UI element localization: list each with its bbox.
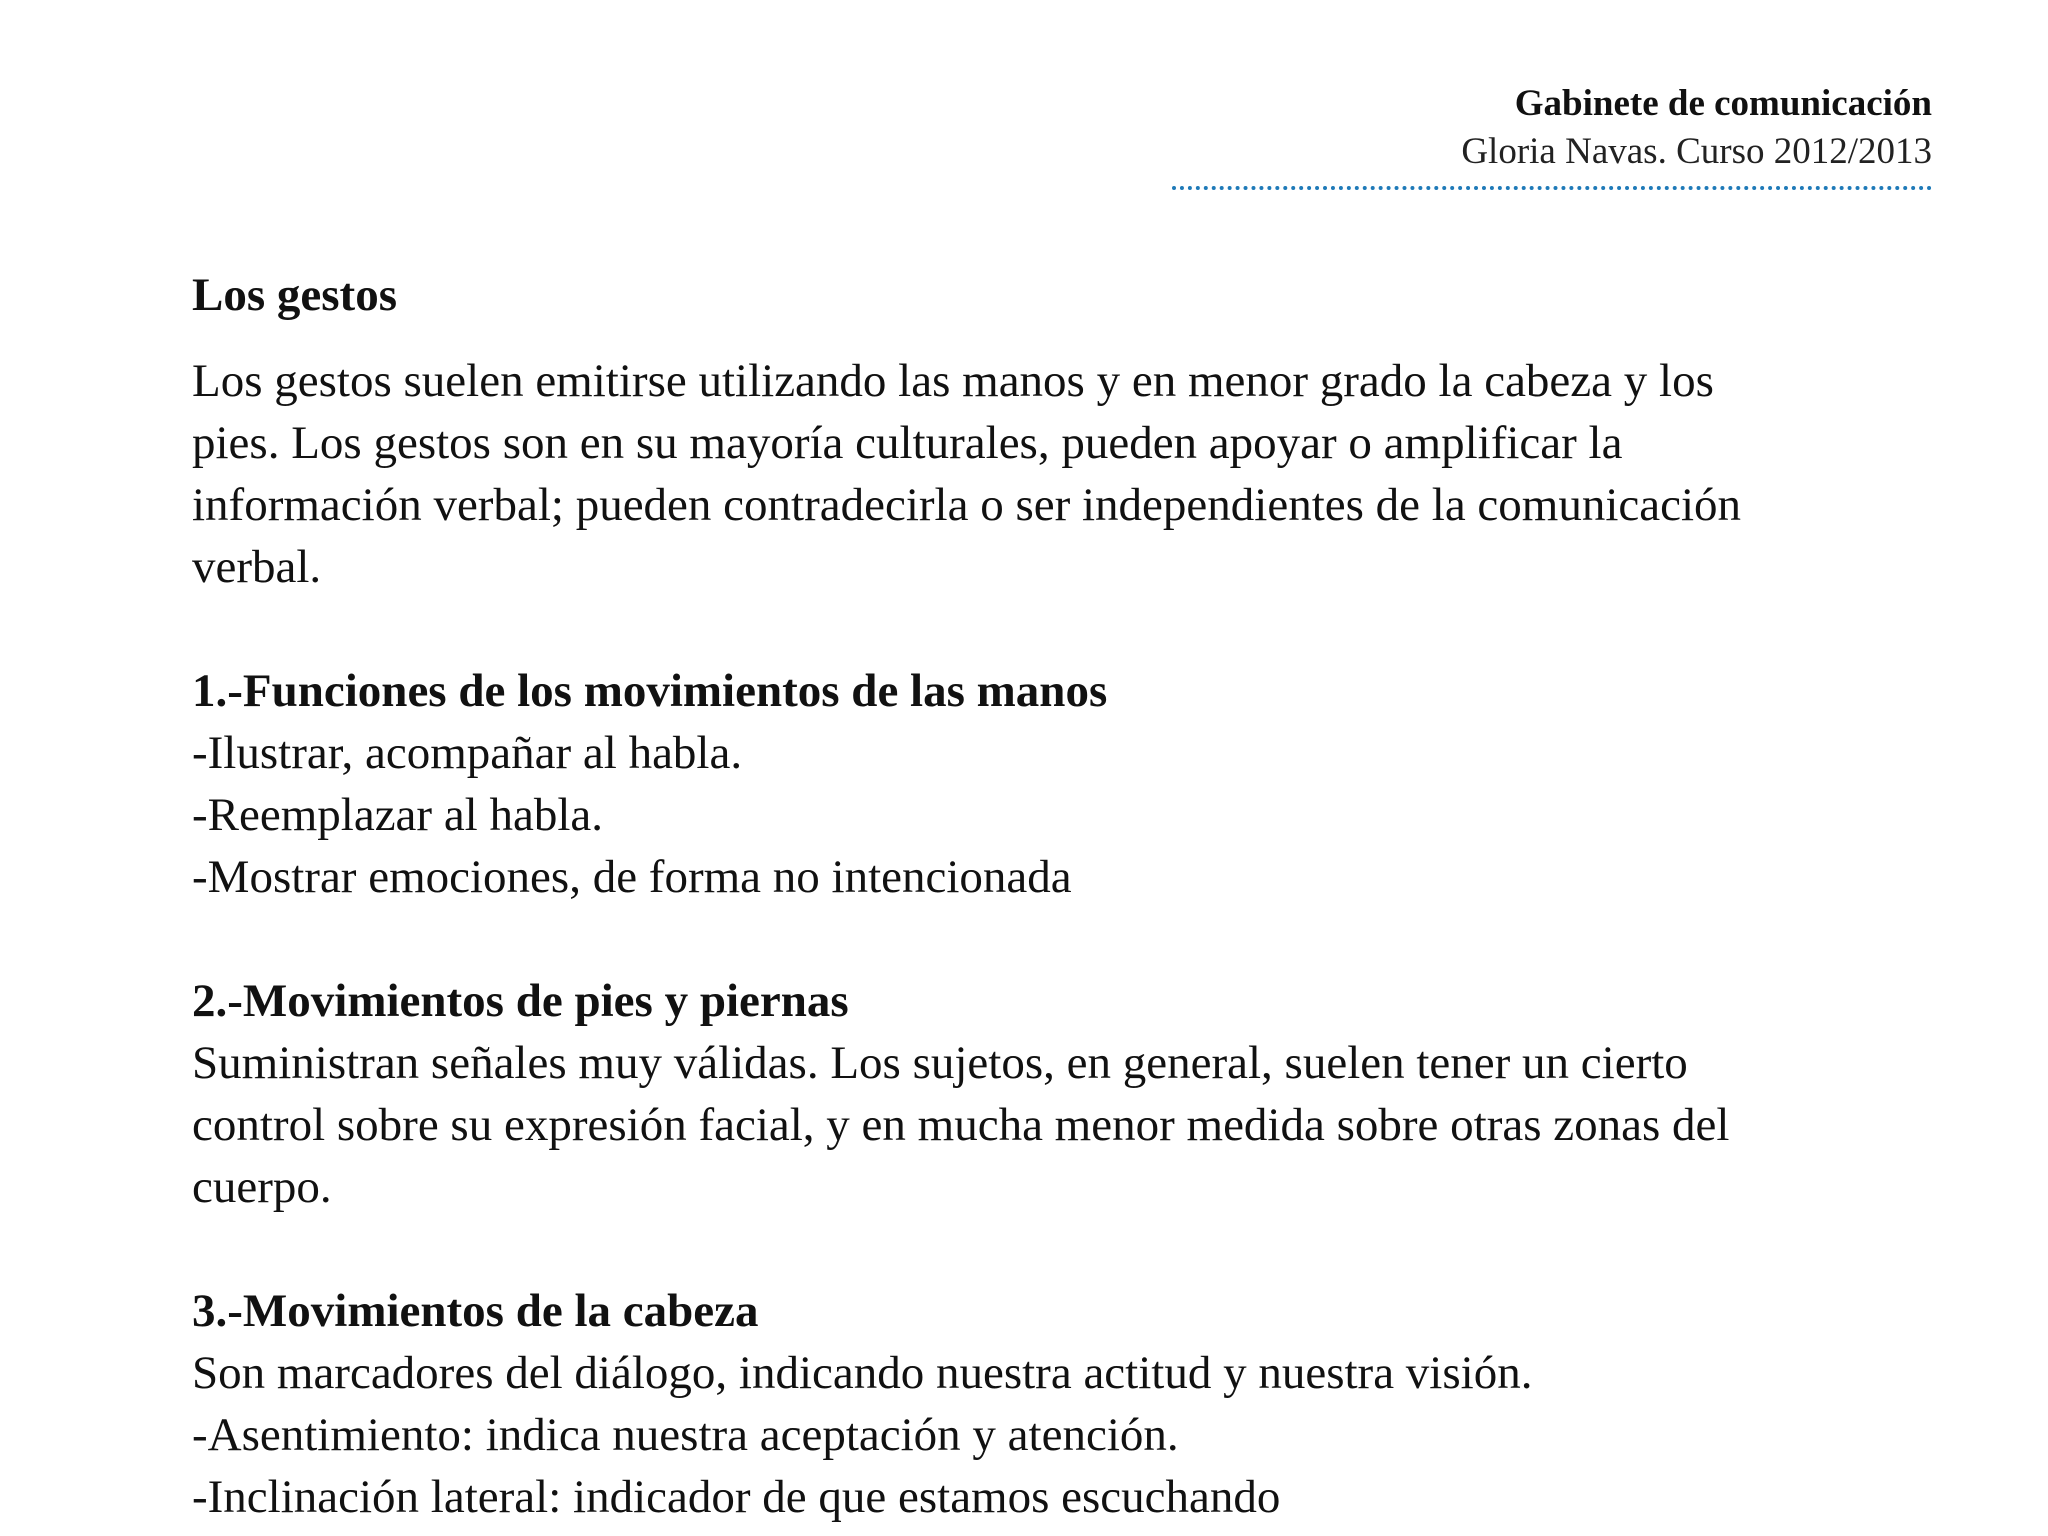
header-subtitle: Gloria Navas. Curso 2012/2013 — [1461, 131, 1932, 172]
section-line: Son marcadores del diálogo, indicando nuestra actitud y nuestra visión. — [192, 1347, 1533, 1399]
document-body — [192, 264, 1912, 1528]
intro-line: pies. Los gestos son en su mayoría culturales, pueden apoyar o amplificar la — [192, 417, 1623, 469]
section-line: -Reemplazar al habla. — [192, 789, 604, 841]
section-line: -Asentimiento: indica nuestra aceptación y atención. — [192, 1409, 1179, 1461]
document-title: Los gestos — [192, 269, 397, 321]
intro-line: información verbal; pueden contradecirla o ser independientes de la comunicación — [192, 479, 1742, 531]
section-hands — [192, 660, 1912, 908]
section-head — [192, 1280, 1912, 1528]
spacer — [192, 908, 1912, 970]
section-heading: 3.-Movimientos de la cabeza — [192, 1285, 759, 1337]
intro-paragraph — [192, 350, 1912, 598]
section-line: control sobre su expresión facial, y en mucha menor medida sobre otras zonas del — [192, 1099, 1730, 1151]
page-header — [1152, 80, 1932, 190]
section-line: cuerpo. — [192, 1161, 332, 1213]
section-line: Suministran señales muy válidas. Los sujetos, en general, suelen tener un cierto — [192, 1037, 1688, 1089]
section-heading: 1.-Funciones de los movimientos de las manos — [192, 665, 1108, 717]
header-title: Gabinete de comunicación — [1514, 83, 1932, 124]
section-feet-legs — [192, 970, 1912, 1218]
section-line: -Ilustrar, acompañar al habla. — [192, 727, 743, 779]
section-line: -Mostrar emociones, de forma no intencionada — [192, 851, 1072, 903]
spacer — [192, 1218, 1912, 1280]
header-dotted-rule — [1172, 186, 1932, 190]
intro-line: verbal. — [192, 541, 322, 593]
section-heading: 2.-Movimientos de pies y piernas — [192, 975, 849, 1027]
section-line: -Inclinación lateral: indicador de que estamos escuchando — [192, 1471, 1281, 1523]
intro-line: Los gestos suelen emitirse utilizando las manos y en menor grado la cabeza y los — [192, 355, 1714, 407]
spacer — [192, 598, 1912, 660]
